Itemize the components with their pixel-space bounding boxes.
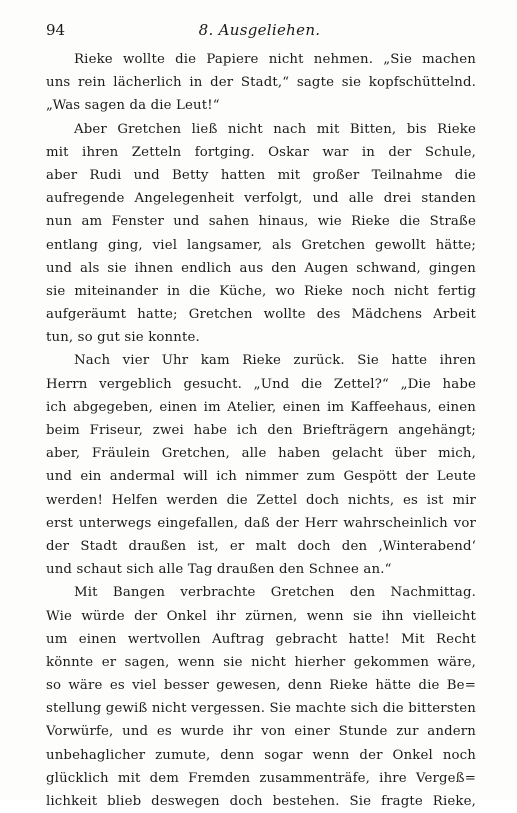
text-line: „Was sagen da die Leut!“ [46,98,220,114]
text-line: mit ihren Zetteln fortging. Oskar war in der Schule, [46,144,476,160]
text-line: lichkeit blieb deswegen doch bestehen. Sie fragte Rieke, [46,794,476,809]
body-text [46,48,476,813]
text-line: tun, so gut sie konnte. [46,330,200,346]
text-line: aber, Fräulein Gretchen, alle haben gelacht über mich, [46,446,476,462]
chapter-running-head: 8. Ausgeliehen. [198,21,321,39]
text-line: Mit Bangen verbrachte Gretchen den Nachmittag. [74,585,476,601]
text-line: Nach vier Uhr kam Rieke zurück. Sie hatte ihren [74,353,476,369]
text-line: glücklich mit dem Fremden zusammenträfe, ihre Vergeß= [46,770,476,786]
text-line: und ein andermal will ich nimmer zum Gespött der Leute [46,469,476,485]
text-line: sie miteinander in die Küche, wo Rieke noch nicht fertig [46,283,476,299]
text-line: der Stadt draußen ist, er malt doch den ‚Winterabend‘ [46,538,476,554]
text-line: stellung gewiß nicht vergessen. Sie machte sich die bittersten [46,701,476,717]
text-line: Vorwürfe, und es wurde ihr von einer Stunde zur andern [46,724,476,740]
page-header [46,18,473,42]
text-line: um einen wertvollen Auftrag gebracht hatte! Mit Recht [46,631,476,647]
text-line: beim Friseur, zwei habe ich den Briefträgern angehängt; [46,423,476,438]
text-line: und als sie ihnen endlich aus den Augen schwand, gingen [46,260,476,276]
page-number: 94 [46,21,66,39]
text-line: könnte er sagen, wenn sie nicht hierher gekommen wäre, [46,654,476,670]
text-line: uns rein lächerlich in der Stadt,“ sagte sie kopfschüttelnd. [46,75,476,91]
text-line: erst unterwegs eingefallen, daß der Herr wahrscheinlich vor [46,515,476,531]
text-line: Aber Gretchen ließ nicht nach mit Bitten, bis Rieke [74,121,476,137]
text-line: ich abgegeben, einen im Atelier, einen im Kaffeehaus, einen [46,399,476,415]
text-line: und schaut sich alle Tag draußen den Schnee an.“ [46,562,392,578]
text-line: unbehaglicher zumute, denn sogar wenn der Onkel noch [46,747,476,763]
text-line: so wäre es viel besser gewesen, denn Rieke hätte die Be= [46,678,476,694]
text-line: aber Rudi und Betty hatten mit großer Teilnahme die [46,167,476,183]
text-line: Wie würde der Onkel ihr zürnen, wenn sie ihn vielleicht [46,608,476,624]
text-line: nun am Fenster und sahen hinaus, wie Rieke die Straße [46,214,476,230]
text-line: aufregende Angelegenheit verfolgt, und alle drei standen [46,191,476,207]
text-line: werden! Helfen werden die Zettel doch nichts, es ist mir [46,492,476,508]
text-line: Rieke wollte die Papiere nicht nehmen. „Sie machen [74,52,476,67]
text-line: Herrn vergeblich gesucht. „Und die Zettel?“ „Die habe [46,376,476,392]
text-line: aufgeräumt hatte; Gretchen wollte des Mädchens Arbeit [46,307,476,323]
text-line: entlang ging, viel langsamer, als Gretchen gewollt hätte; [46,237,476,253]
